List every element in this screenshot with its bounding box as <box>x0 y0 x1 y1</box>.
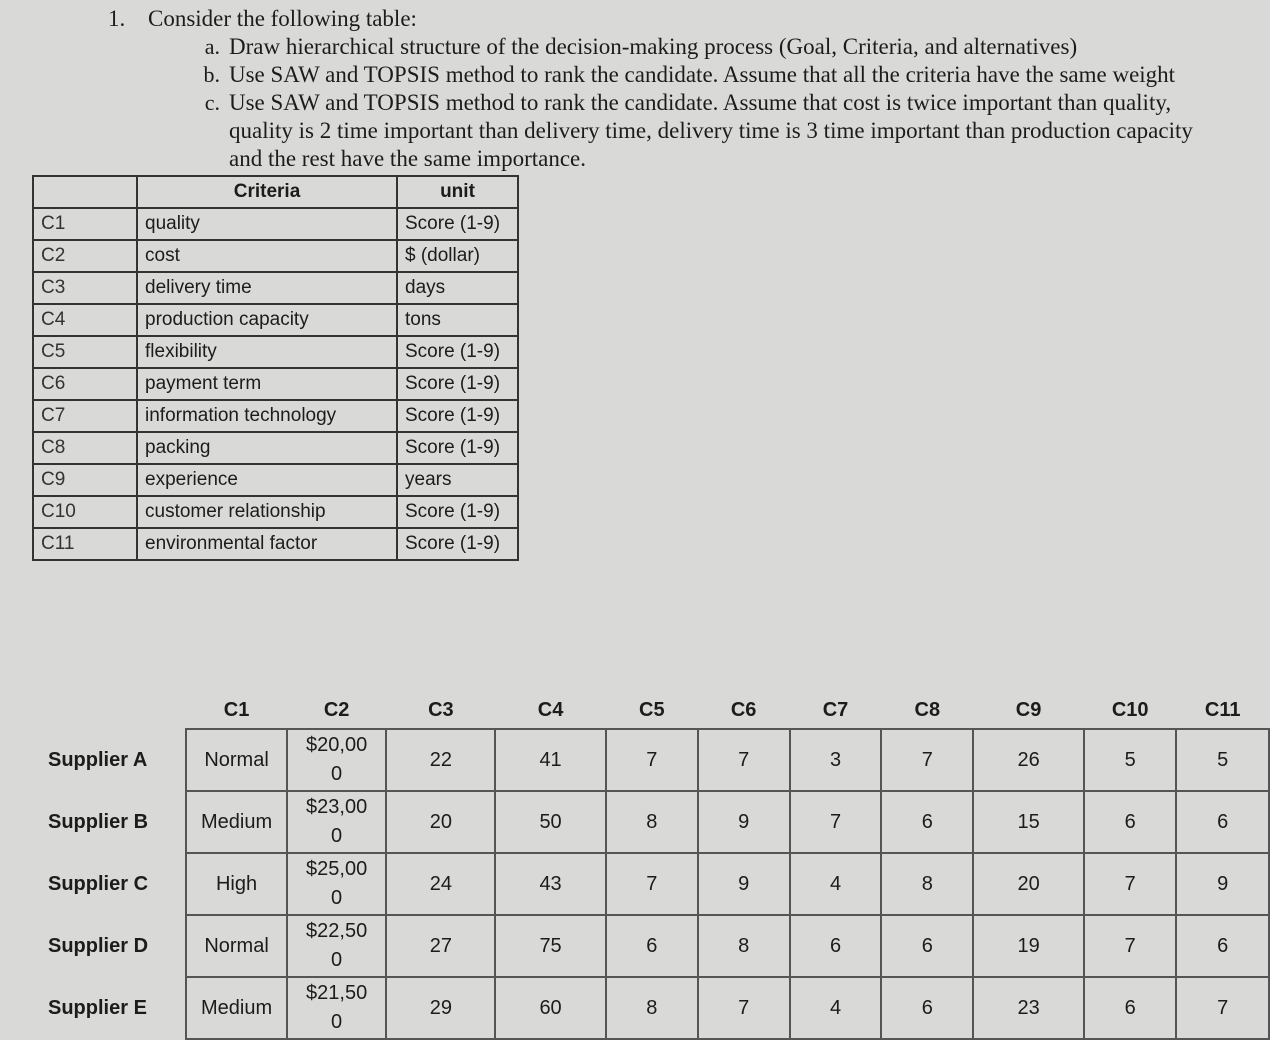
col-header: C7 <box>822 698 849 721</box>
criteria-unit: $ (dollar) <box>397 240 518 272</box>
col-header: C5 <box>639 698 665 721</box>
part-b-label: b. <box>203 62 220 87</box>
cost-line2: 0 <box>331 763 343 785</box>
value-cell: 20 <box>973 853 1084 915</box>
value-cell: 4 <box>790 853 882 915</box>
col-header: C9 <box>1015 698 1042 721</box>
criteria-unit: tons <box>397 304 518 336</box>
col-header: C8 <box>914 698 941 721</box>
value-cell: 22 <box>386 729 495 791</box>
col-header: C1 <box>223 698 250 721</box>
value-cell: 15 <box>973 791 1084 853</box>
value-cell: 41 <box>495 729 606 791</box>
value-cell: 19 <box>973 915 1084 977</box>
col-header: C10 <box>1111 698 1149 721</box>
criteria-unit: years <box>397 464 518 496</box>
criteria-name: production capacity <box>137 304 397 336</box>
supplier-name: Supplier A <box>48 748 148 771</box>
value-cell: 9 <box>1176 853 1269 915</box>
criteria-code: C6 <box>33 368 137 400</box>
value-cell: 26 <box>973 729 1084 791</box>
value-cell: 7 <box>790 791 882 853</box>
value-cell: 8 <box>606 977 698 1039</box>
quality-cell: Medium <box>186 791 286 853</box>
criteria-unit: Score (1-9) <box>397 368 518 400</box>
supplier-data-table <box>40 692 1270 1040</box>
quality-cell: Medium <box>186 977 286 1039</box>
criteria-name: packing <box>137 432 397 464</box>
cost-line1: $22,50 <box>306 920 368 942</box>
value-cell: 6 <box>1084 791 1177 853</box>
criteria-name: information technology <box>137 400 397 432</box>
quality-cell: Normal <box>186 729 286 791</box>
criteria-row <box>33 496 518 528</box>
criteria-unit: Score (1-9) <box>397 400 518 432</box>
criteria-unit: Score (1-9) <box>397 336 518 368</box>
value-cell: 29 <box>386 977 495 1039</box>
value-cell: 7 <box>1084 853 1177 915</box>
criteria-row <box>33 528 518 560</box>
value-cell: 7 <box>1176 977 1269 1039</box>
value-cell: 23 <box>973 977 1084 1039</box>
cost-cell <box>287 977 387 1039</box>
question-title: Consider the following table: <box>148 6 417 31</box>
cost-line1: $21,50 <box>306 982 368 1004</box>
supplier-row <box>40 853 1269 915</box>
criteria-code-header <box>33 176 137 208</box>
value-cell: 7 <box>698 729 790 791</box>
cost-line1: $23,00 <box>306 796 368 818</box>
value-cell: 7 <box>606 729 698 791</box>
col-header: C3 <box>428 698 454 721</box>
data-header-row <box>40 692 1269 729</box>
criteria-name: cost <box>137 240 397 272</box>
value-cell: 5 <box>1176 729 1269 791</box>
part-b-text: Use SAW and TOPSIS method to rank the candidate. Assume that all the criteria have the same weight <box>229 62 1176 87</box>
col-header: C2 <box>323 698 350 721</box>
criteria-unit: Score (1-9) <box>397 496 518 528</box>
value-cell: 7 <box>606 853 698 915</box>
criteria-code: C11 <box>33 528 137 560</box>
criteria-code: C4 <box>33 304 137 336</box>
supplier-row <box>40 791 1269 853</box>
criteria-code: C10 <box>33 496 137 528</box>
supplier-name: Supplier D <box>48 934 149 957</box>
criteria-code: C2 <box>33 240 137 272</box>
value-cell: 75 <box>495 915 606 977</box>
value-cell: 4 <box>790 977 882 1039</box>
value-cell: 8 <box>698 915 790 977</box>
part-a-text: Draw hierarchical structure of the decision-making process (Goal, Criteria, and alternatives) <box>229 34 1078 59</box>
criteria-name: payment term <box>137 368 397 400</box>
criteria-name: experience <box>137 464 397 496</box>
value-cell: 6 <box>1084 977 1177 1039</box>
criteria-row <box>33 208 518 240</box>
supplier-header-blank <box>40 692 186 729</box>
criteria-code: C5 <box>33 336 137 368</box>
cost-cell <box>287 853 387 915</box>
value-cell: 6 <box>606 915 698 977</box>
cost-line1: $20,00 <box>306 734 368 756</box>
criteria-code: C1 <box>33 208 137 240</box>
criteria-code: C7 <box>33 400 137 432</box>
criteria-unit: Score (1-9) <box>397 432 518 464</box>
cost-line2: 0 <box>331 1011 343 1033</box>
value-cell: 43 <box>495 853 606 915</box>
value-cell: 5 <box>1084 729 1177 791</box>
criteria-row <box>33 368 518 400</box>
criteria-name: flexibility <box>137 336 397 368</box>
value-cell: 6 <box>790 915 882 977</box>
criteria-row <box>33 432 518 464</box>
criteria-row <box>33 336 518 368</box>
criteria-unit: Score (1-9) <box>397 208 518 240</box>
criteria-table <box>32 175 519 561</box>
criteria-row <box>33 240 518 272</box>
part-c-label: c. <box>204 90 220 115</box>
cost-cell <box>287 729 387 791</box>
value-cell: 3 <box>790 729 882 791</box>
value-cell: 60 <box>495 977 606 1039</box>
col-header: C4 <box>537 698 564 721</box>
criteria-name: delivery time <box>137 272 397 304</box>
criteria-name: environmental factor <box>137 528 397 560</box>
part-a-label: a. <box>204 34 220 59</box>
value-cell: 6 <box>881 977 973 1039</box>
value-cell: 6 <box>1176 791 1269 853</box>
part-c-text-line1: Use SAW and TOPSIS method to rank the candidate. Assume that cost is twice important than quality, <box>229 90 1172 115</box>
value-cell: 50 <box>495 791 606 853</box>
supplier-name: Supplier E <box>48 996 147 1019</box>
col-header: C11 <box>1204 698 1241 721</box>
supplier-row <box>40 729 1269 791</box>
value-cell: 7 <box>1084 915 1177 977</box>
cost-cell <box>287 791 387 853</box>
cost-line1: $25,00 <box>306 858 368 880</box>
cost-line2: 0 <box>331 949 343 971</box>
value-cell: 27 <box>386 915 495 977</box>
criteria-name-header: Criteria <box>137 176 397 208</box>
criteria-name: customer relationship <box>137 496 397 528</box>
value-cell: 6 <box>1176 915 1269 977</box>
value-cell: 20 <box>386 791 495 853</box>
criteria-code: C9 <box>33 464 137 496</box>
criteria-code: C3 <box>33 272 137 304</box>
value-cell: 8 <box>881 853 973 915</box>
quality-cell: High <box>186 853 286 915</box>
supplier-name: Supplier B <box>48 810 149 833</box>
criteria-row <box>33 400 518 432</box>
criteria-unit: days <box>397 272 518 304</box>
value-cell: 9 <box>698 791 790 853</box>
supplier-row <box>40 977 1269 1039</box>
value-cell: 6 <box>881 791 973 853</box>
value-cell: 6 <box>881 915 973 977</box>
supplier-name: Supplier C <box>48 872 149 895</box>
part-c-text-line3: and the rest have the same importance. <box>229 146 586 171</box>
value-cell: 24 <box>386 853 495 915</box>
criteria-row <box>33 464 518 496</box>
value-cell: 7 <box>698 977 790 1039</box>
value-cell: 8 <box>606 791 698 853</box>
criteria-row <box>33 304 518 336</box>
cost-cell <box>287 915 387 977</box>
value-cell: 9 <box>698 853 790 915</box>
criteria-row <box>33 272 518 304</box>
criteria-unit-header: unit <box>397 176 518 208</box>
col-header: C6 <box>730 698 757 721</box>
question-number: 1. <box>108 6 126 31</box>
cost-line2: 0 <box>331 887 343 909</box>
supplier-row <box>40 915 1269 977</box>
cost-line2: 0 <box>331 825 343 847</box>
criteria-unit: Score (1-9) <box>397 528 518 560</box>
quality-cell: Normal <box>186 915 286 977</box>
criteria-code: C8 <box>33 432 137 464</box>
part-c-text-line2: quality is 2 time important than delivery time, delivery time is 3 time important than production capacity <box>229 118 1193 143</box>
criteria-name: quality <box>137 208 397 240</box>
value-cell: 7 <box>881 729 973 791</box>
criteria-header-row <box>33 176 518 208</box>
